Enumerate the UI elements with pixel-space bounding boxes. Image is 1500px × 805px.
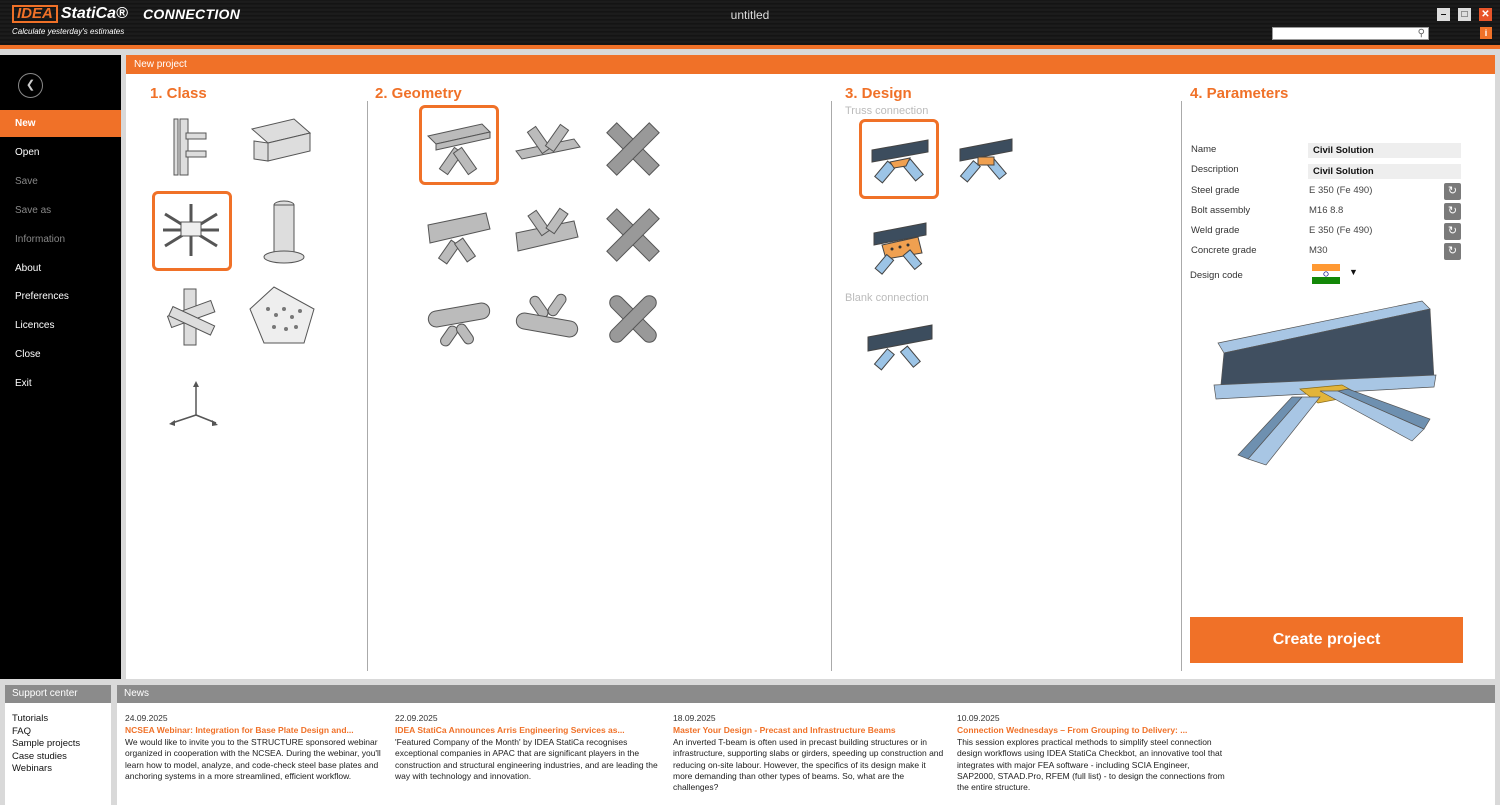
sidebar xyxy=(0,55,121,679)
news-date: 10.09.2025 xyxy=(957,713,1000,723)
divider xyxy=(1181,101,1182,671)
concrete-grade-value[interactable]: M30 xyxy=(1309,245,1328,256)
news-body: An inverted T-beam is often used in precast building structures or in infrastructure, supporting slabs or girders, speeding up construction and reducing on-site labour. However, the specifics of its design make it more demanding than other types of beams. So, what are the challenges? xyxy=(673,737,944,793)
news-date: 22.09.2025 xyxy=(395,713,438,723)
news-header: News xyxy=(117,685,1495,703)
news-body: 'Featured Company of the Month' by IDEA StatiCa recognises exceptional companies in APAC that are significant players in the construction and structural engineering industries, and are leading the way with technology and innovation. xyxy=(395,737,658,781)
description-field[interactable]: Civil Solution xyxy=(1308,164,1461,179)
class-plate-option[interactable] xyxy=(244,279,324,359)
geometry-rhs-x-option[interactable] xyxy=(596,201,676,281)
steel-grade-value[interactable]: E 350 (Fe 490) xyxy=(1309,185,1373,196)
bolt-assembly-value[interactable]: M16 8.8 xyxy=(1309,205,1344,216)
news-title-link[interactable]: Connection Wednesdays – From Grouping to Delivery: ... xyxy=(957,725,1188,735)
bolt-assembly-reset-icon[interactable]: ↻ xyxy=(1444,203,1461,220)
sidebar-item-licences[interactable]: Licences xyxy=(15,320,55,331)
class-multi-member-option[interactable] xyxy=(154,279,234,359)
title-accent-bar xyxy=(0,45,1500,49)
support-link-case-studies[interactable]: Case studies xyxy=(12,750,67,762)
news-date: 24.09.2025 xyxy=(125,713,168,723)
geometry-chs-two-diagonals-option[interactable] xyxy=(422,285,502,365)
geometry-ibeam-x-option[interactable] xyxy=(596,115,676,195)
support-link-faq[interactable]: FAQ xyxy=(12,725,32,737)
news-panel xyxy=(117,685,1495,805)
document-title: untitled xyxy=(730,8,770,22)
class-truss-option[interactable] xyxy=(152,191,232,271)
chevron-down-icon[interactable]: ▼ xyxy=(1349,267,1358,277)
sidebar-item-new[interactable]: New xyxy=(0,110,121,137)
geometry-rhs-v-diagonals-option[interactable] xyxy=(510,201,590,281)
close-window-button[interactable]: ✕ xyxy=(1479,8,1492,21)
news-title-link[interactable]: IDEA StatiCa Announces Arris Engineering Services as... xyxy=(395,725,625,735)
india-flag-icon[interactable] xyxy=(1312,264,1340,284)
connection-preview-image xyxy=(1208,295,1440,470)
geometry-chs-x-option[interactable] xyxy=(596,285,676,365)
news-body: We would like to invite you to the STRUCTURE sponsored webinar organized in cooperation with the NCSEA. During the webinar, you'll learn how to model, analyze, and code-check steel base plates and anchoring systems in a more streamlined, efficient workflow. xyxy=(125,737,381,781)
news-item xyxy=(125,713,397,782)
support-link-sample-projects[interactable]: Sample projects xyxy=(12,738,81,749)
search-icon: ⚲ xyxy=(1417,28,1425,39)
steel-grade-label: Steel grade xyxy=(1191,185,1240,196)
divider xyxy=(831,101,832,671)
design-gusset-plate-option[interactable] xyxy=(859,119,939,199)
create-project-button[interactable]: Create project xyxy=(1190,617,1463,663)
logo-name: StatiCa® xyxy=(60,5,128,22)
sidebar-item-exit[interactable]: Exit xyxy=(15,378,32,389)
section-geometry-title: 2. Geometry xyxy=(375,85,462,102)
weld-grade-label: Weld grade xyxy=(1191,225,1240,236)
sidebar-item-close[interactable]: Close xyxy=(15,349,41,360)
name-field[interactable]: Civil Solution xyxy=(1308,143,1461,158)
bolt-assembly-label: Bolt assembly xyxy=(1191,205,1251,216)
concrete-grade-reset-icon[interactable]: ↻ xyxy=(1444,243,1461,260)
tagline: Calculate yesterday's estimates xyxy=(12,27,125,36)
class-beam-column-option[interactable] xyxy=(154,111,234,191)
name-label: Name xyxy=(1191,144,1217,155)
minimize-button[interactable]: – xyxy=(1437,8,1450,21)
support-link-tutorials[interactable]: Tutorials xyxy=(12,713,49,724)
maximize-button[interactable]: □ xyxy=(1458,8,1471,21)
divider xyxy=(367,101,368,671)
geometry-ibeam-v-diagonals-option[interactable] xyxy=(510,115,590,195)
news-body: This session explores practical methods to simplify steel connection design workflows using IDEA StatiCa Checkbot, an innovative tool that integrates with major FEA software - including SCIA Engineer, SAP2000, STAAD.Pro, RFEM (full list) - to design the connections from the entire structure. xyxy=(957,737,1225,793)
support-center-header: Support center xyxy=(5,685,111,703)
product-name: CONNECTION xyxy=(143,6,241,22)
news-item xyxy=(395,713,667,782)
idea-statica-logo xyxy=(12,5,128,23)
section-class-title: 1. Class xyxy=(150,85,207,102)
sidebar-item-about[interactable]: About xyxy=(15,263,42,274)
geometry-rhs-two-diagonals-option[interactable] xyxy=(422,201,502,281)
design-group-truss-label: Truss connection xyxy=(845,105,929,117)
class-beam-splice-option[interactable] xyxy=(244,111,324,191)
design-blank-option[interactable] xyxy=(866,317,946,397)
class-general-option[interactable] xyxy=(154,371,234,451)
news-item xyxy=(957,713,1229,793)
news-item xyxy=(673,713,945,793)
search-input[interactable] xyxy=(1272,27,1429,40)
weld-grade-value[interactable]: E 350 (Fe 490) xyxy=(1309,225,1373,236)
panel-header: New project xyxy=(126,55,1495,74)
news-title-link[interactable]: NCSEA Webinar: Integration for Base Plate Design and... xyxy=(125,725,354,735)
design-bolted-plate-option[interactable] xyxy=(866,215,946,295)
back-arrow-icon[interactable]: ❮ xyxy=(18,73,43,98)
support-link-webinars[interactable]: Webinars xyxy=(12,763,52,774)
concrete-grade-label: Concrete grade xyxy=(1191,245,1257,256)
class-column-base-option[interactable] xyxy=(244,193,324,273)
support-center-panel xyxy=(5,685,111,805)
design-group-blank-label: Blank connection xyxy=(845,292,929,304)
news-title-link[interactable]: Master Your Design - Precast and Infrastructure Beams xyxy=(673,725,896,735)
design-code-label: Design code xyxy=(1190,270,1243,281)
geometry-chs-v-diagonals-option[interactable] xyxy=(510,285,590,365)
sidebar-item-information[interactable]: Information xyxy=(15,234,66,245)
section-parameters-title: 4. Parameters xyxy=(1190,85,1289,102)
sidebar-item-save[interactable]: Save xyxy=(15,176,38,187)
new-project-panel xyxy=(126,55,1495,679)
steel-grade-reset-icon[interactable]: ↻ xyxy=(1444,183,1461,200)
news-date: 18.09.2025 xyxy=(673,713,716,723)
sidebar-item-save-as[interactable]: Save as xyxy=(15,205,52,216)
sidebar-item-preferences[interactable]: Preferences xyxy=(15,291,69,302)
section-design-title: 3. Design xyxy=(845,85,912,102)
weld-grade-reset-icon[interactable]: ↻ xyxy=(1444,223,1461,240)
title-bar xyxy=(0,0,1500,45)
geometry-ibeam-two-diagonals-option[interactable] xyxy=(419,105,499,185)
design-stiffener-option[interactable] xyxy=(952,131,1032,211)
info-icon[interactable]: i xyxy=(1480,27,1492,39)
sidebar-item-open[interactable]: Open xyxy=(15,147,40,158)
logo-brand: IDEA xyxy=(12,5,58,23)
description-label: Description xyxy=(1191,164,1239,175)
